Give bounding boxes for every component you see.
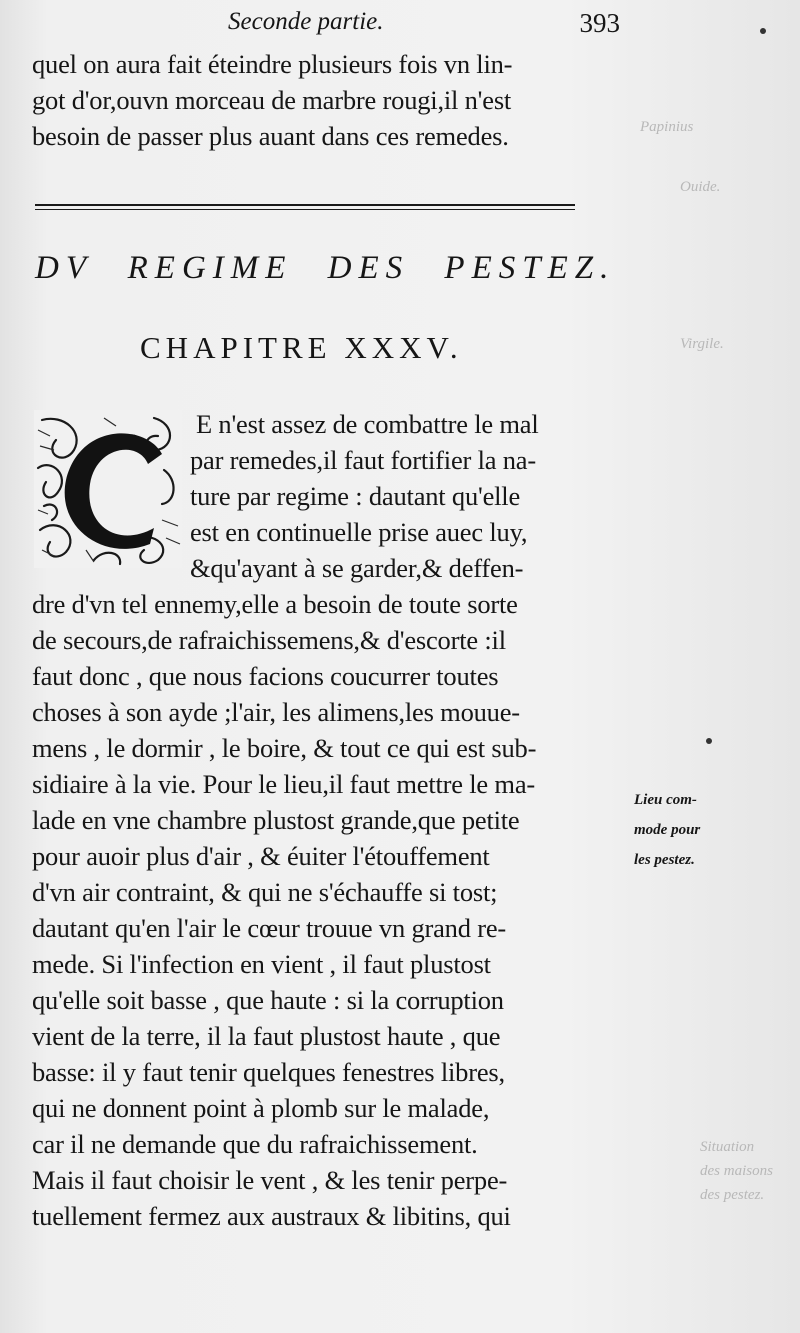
bleed-through-text: Ouide.: [680, 179, 721, 195]
margin-note-line: mode pour: [634, 822, 701, 838]
bleed-through-text: Virgile.: [680, 336, 724, 352]
text-line: sidiaire à la vie. Pour le lieu,il faut mettre le ma-: [32, 769, 536, 799]
text-line: vient de la terre, il la faut plustost haute , que: [32, 1021, 501, 1051]
text-line: d'vn air contraint, & qui ne s'échauffe si tost;: [32, 877, 498, 907]
text-line: mens , le dormir , le boire, & tout ce qui est sub-: [32, 733, 537, 763]
section-rule: [35, 209, 575, 210]
margin-note: [634, 785, 784, 875]
ink-spot: [706, 738, 712, 744]
text-line: est en continuelle prise auec luy,: [190, 517, 528, 547]
running-title: Seconde partie.: [228, 8, 384, 35]
text-line: dre d'vn tel ennemy,elle a besoin de toute sorte: [32, 589, 518, 619]
text-line: basse: il y faut tenir quelques fenestres libres,: [32, 1057, 505, 1087]
margin-note-line: les pestez.: [634, 852, 695, 868]
text-line: qui ne donnent point à plomb sur le malade,: [32, 1093, 490, 1123]
text-line: got d'or,ouvn morceau de marbre rougi,il n'est: [32, 85, 512, 115]
text-line: dautant qu'en l'air le cœur trouue vn grand re-: [32, 913, 507, 943]
text-line: pour auoir plus d'air , & éuiter l'étouffement: [32, 841, 490, 871]
text-line: Mais il faut choisir le vent , & les tenir perpe-: [32, 1165, 508, 1195]
text-line: &qu'ayant à se garder,& deffen-: [190, 553, 524, 583]
page-number: 393: [579, 8, 620, 38]
decorated-initial: [34, 410, 182, 568]
text-line: qu'elle soit basse , que haute : si la corruption: [32, 985, 504, 1015]
chapter-heading: CHAPITRE XXXV.: [140, 330, 463, 365]
foliage-ornament-icon: [34, 410, 182, 568]
text-line: choses à son ayde ;l'air, les alimens,les mouue-: [32, 697, 520, 727]
section-title: DV REGIME DES PESTEZ.: [35, 250, 616, 286]
text-line: faut donc , que nous facions coucurrer toutes: [32, 661, 499, 691]
text-line: quel on aura fait éteindre plusieurs fois vn lin-: [32, 49, 513, 79]
text-line: E n'est assez de combattre le mal: [196, 409, 539, 439]
bleed-through-text: Papinius: [640, 119, 694, 135]
text-line: par remedes,il faut fortifier la na-: [190, 445, 536, 475]
text-line: de secours,de rafraichissemens,& d'escorte :il: [32, 625, 506, 655]
running-header: [30, 8, 620, 42]
ink-spot: [760, 28, 766, 34]
section-rule: [35, 204, 575, 206]
text-line: mede. Si l'infection en vient , il faut plustost: [32, 949, 491, 979]
text-line: ture par regime : dautant qu'elle: [190, 481, 521, 511]
margin-note-line: Lieu com-: [634, 792, 697, 808]
text-line: car il ne demande que du rafraichissement.: [32, 1129, 478, 1159]
text-line: lade en vne chambre plustost grande,que petite: [32, 805, 520, 835]
text-line: besoin de passer plus auant dans ces remedes.: [32, 121, 509, 151]
text-line: tuellement fermez aux austraux & libitins, qui: [32, 1201, 511, 1231]
bleed-through-text: Situation des maisons des pestez.: [700, 1139, 773, 1203]
